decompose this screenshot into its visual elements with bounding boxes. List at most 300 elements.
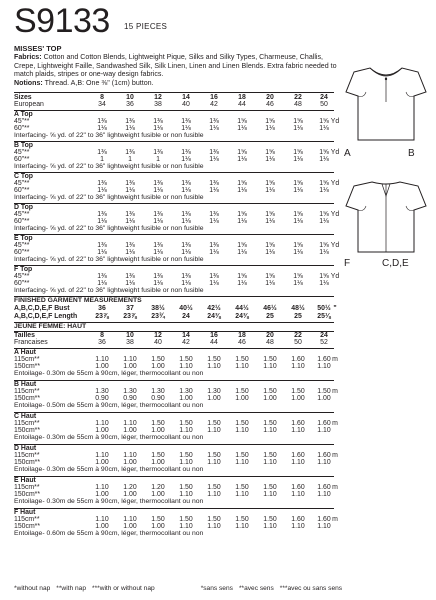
table-cell: 1.10 <box>235 523 249 530</box>
length-label: A,B,C,D,E,F Length <box>14 313 78 320</box>
table-cell: 1⅛ <box>125 249 135 256</box>
view-label-b: B <box>408 148 415 159</box>
table-cell: 1⅝ <box>265 118 275 125</box>
view-label-cde: C,D,E <box>382 258 409 269</box>
table-cell: 1⅜ <box>153 149 163 156</box>
fabric-width: 60"** <box>14 280 30 287</box>
table-cell: 42 <box>182 339 190 346</box>
table-cell: 1.00 <box>151 523 165 530</box>
table-cell: 1.50 <box>263 356 277 363</box>
table-cell: 18 <box>238 94 246 101</box>
table-cell: 44 <box>210 339 218 346</box>
table-cell: 1.50 <box>179 356 193 363</box>
table-cell: 1⅝ <box>265 211 275 218</box>
table-cell: 1.00 <box>123 523 137 530</box>
footnote-fr: *sans sens <box>200 585 233 592</box>
table-cell: 1⅛ <box>319 218 329 225</box>
table-cell: 42½ <box>207 305 221 312</box>
table-cell: 1.60 <box>291 516 305 523</box>
table-cell: 1⅛ <box>319 187 329 194</box>
table-cell: 34 <box>98 101 106 108</box>
table-cell: 1⅜ <box>153 180 163 187</box>
unit-label: m <box>332 356 338 363</box>
table-cell: 1⅛ <box>319 125 329 132</box>
table-cell: 1.50 <box>179 516 193 523</box>
table-cell: 1.10 <box>317 427 331 434</box>
table-cell: 1.10 <box>123 356 137 363</box>
fabric-width: 150cm** <box>14 491 41 498</box>
table-cell: 1⅛ <box>209 125 219 132</box>
entoilage-note: Entoilage- 0.50m de 55cm à 90cm, léger, thermocollant ou non <box>14 402 204 409</box>
view-name: F Top <box>14 266 33 273</box>
view-name: C Haut <box>14 413 37 420</box>
table-cell: 1.10 <box>123 420 137 427</box>
table-cell: 1⅛ <box>319 156 329 163</box>
table-cell: 1.10 <box>123 516 137 523</box>
table-cell: 1.60 <box>291 356 305 363</box>
table-cell: 1.10 <box>291 363 305 370</box>
table-cell: 1.60 <box>317 356 331 363</box>
table-cell: 1.00 <box>95 363 109 370</box>
entoilage-note: Entoilage- 0.30m de 55cm à 90cm, léger, thermocollant ou non <box>14 434 204 441</box>
table-cell: 1.10 <box>263 459 277 466</box>
fabric-width: 115cm** <box>14 356 40 363</box>
fabric-width: 150cm** <box>14 459 41 466</box>
table-cell: 1⅛ <box>153 125 163 132</box>
table-cell: 1⅛ <box>293 218 303 225</box>
table-cell: 24⅜ <box>207 313 221 320</box>
table-cell: 1⅛ <box>265 156 275 163</box>
view-name: D Haut <box>14 445 37 452</box>
unit-label: m <box>332 452 338 459</box>
fabric-width: 45"** <box>14 211 30 218</box>
piece-count: 15 PIECES <box>124 22 168 31</box>
table-cell: 1⅜ <box>153 242 163 249</box>
table-cell: 1.10 <box>317 459 331 466</box>
table-cell: 1⅛ <box>319 249 329 256</box>
footnote-en: ***with or without nap <box>92 585 155 592</box>
table-cell: 1⅝ <box>265 242 275 249</box>
fabric-width: 60"** <box>14 249 30 256</box>
table-cell: 1.50 <box>207 420 221 427</box>
table-cell: 36 <box>126 101 134 108</box>
table-cell: 1.00 <box>207 395 221 402</box>
fabrics-label: Fabrics: <box>14 53 42 61</box>
fabric-width: 115cm** <box>14 420 40 427</box>
table-cell: 1.60 <box>291 484 305 491</box>
table-cell: 40 <box>154 339 162 346</box>
table-cell: 22 <box>294 94 302 101</box>
footnote-fr: ***avec ou sans sens <box>279 585 343 592</box>
front-view-sketch <box>344 62 428 150</box>
table-cell: 1⅝ <box>293 242 303 249</box>
table-cell: 1⅛ <box>125 125 135 132</box>
table-cell: 0.90 <box>151 395 165 402</box>
table-cell: 1⅝ <box>237 118 247 125</box>
table-cell: 44½ <box>235 305 249 312</box>
table-cell: 14 <box>182 332 190 339</box>
table-cell: 1⅜ <box>153 211 163 218</box>
table-cell: 38 <box>154 101 162 108</box>
table-cell: 1⅛ <box>97 187 107 194</box>
fabric-width: 115cm** <box>14 388 40 395</box>
table-cell: 50 <box>294 339 302 346</box>
table-cell: 1.10 <box>95 484 109 491</box>
table-cell: 36 <box>98 305 106 312</box>
tailles-label: Tailles <box>14 332 35 339</box>
table-cell: 1⅛ <box>125 280 135 287</box>
table-cell: 1.50 <box>317 388 331 395</box>
table-cell: 1.00 <box>151 427 165 434</box>
fabric-width: 45"** <box>14 242 30 249</box>
table-cell: 48 <box>294 101 302 108</box>
table-cell: 1⅛ <box>209 249 219 256</box>
table-cell: 1.20 <box>151 484 165 491</box>
unit-label: Yd <box>330 273 340 280</box>
table-cell: 50 <box>320 101 328 108</box>
table-cell: 1⅝ <box>293 118 303 125</box>
table-cell: 1⅝ <box>265 149 275 156</box>
table-cell: 23¾ <box>151 313 165 320</box>
table-row <box>14 339 336 347</box>
table-cell: 24 <box>320 332 328 339</box>
table-cell: 1.30 <box>95 388 109 395</box>
unit-label: m <box>332 516 338 523</box>
fabric-width: 60"** <box>14 187 30 194</box>
table-cell: 46 <box>238 339 246 346</box>
table-cell: 1.10 <box>235 459 249 466</box>
table-cell: 25⅛ <box>317 313 331 320</box>
table-cell: 38 <box>126 339 134 346</box>
fabric-width: 45"** <box>14 180 30 187</box>
view-name: E Top <box>14 235 33 242</box>
table-cell: 1.10 <box>95 356 109 363</box>
table-cell: 1.10 <box>291 523 305 530</box>
table-cell: 1.10 <box>95 452 109 459</box>
table-cell: 1.30 <box>151 388 165 395</box>
table-cell: 12 <box>154 94 162 101</box>
interfacing-note: Interfacing- ⅝ yd. of 22" to 36" lightweight fusible or non fusible <box>14 132 204 139</box>
table-cell: 1 <box>100 156 104 163</box>
table-cell: 24⅜ <box>235 313 249 320</box>
table-cell: 1.50 <box>151 452 165 459</box>
table-cell: 1⅝ <box>319 180 329 187</box>
table-cell: 1⅛ <box>181 125 191 132</box>
table-cell: 1⅝ <box>237 211 247 218</box>
table-cell: 1⅝ <box>237 273 247 280</box>
fabric-width: 45"** <box>14 273 30 280</box>
table-cell: 23⅞ <box>95 313 109 320</box>
table-cell: 1⅜ <box>125 273 135 280</box>
table-cell: 1.00 <box>151 363 165 370</box>
unit-label: Yd <box>330 149 340 156</box>
table-cell: 1⅛ <box>153 187 163 194</box>
table-cell: 20 <box>266 332 274 339</box>
table-cell: 1⅜ <box>97 180 107 187</box>
table-cell: 37 <box>126 305 134 312</box>
table-cell: 1⅛ <box>209 218 219 225</box>
fabric-width: 45"** <box>14 149 30 156</box>
table-cell: 1⅛ <box>97 125 107 132</box>
table-cell: 1.10 <box>291 427 305 434</box>
table-cell: 1⅜ <box>209 273 219 280</box>
table-cell: 1⅝ <box>319 242 329 249</box>
table-cell: 1⅛ <box>153 249 163 256</box>
finished-measurements-title: FINISHED GARMENT MEASUREMENTS <box>14 297 142 304</box>
table-cell: 1.50 <box>207 356 221 363</box>
table-cell: 1⅛ <box>209 156 219 163</box>
table-cell: 1.60 <box>317 484 331 491</box>
table-cell: 1.50 <box>235 388 249 395</box>
table-cell: 1.50 <box>151 356 165 363</box>
table-cell: 1.10 <box>123 452 137 459</box>
table-cell: 24 <box>320 94 328 101</box>
table-cell: 1.50 <box>207 516 221 523</box>
table-cell: 1⅛ <box>237 125 247 132</box>
table-cell: 1.00 <box>95 459 109 466</box>
pattern-title: MISSES' TOP <box>14 44 62 53</box>
table-cell: 1⅝ <box>319 211 329 218</box>
table-cell: 1⅛ <box>209 280 219 287</box>
table-cell: 1.10 <box>291 491 305 498</box>
table-cell: 1⅛ <box>181 187 191 194</box>
table-cell: 1.10 <box>95 516 109 523</box>
table-cell: 16 <box>210 94 218 101</box>
table-cell: 1.10 <box>317 491 331 498</box>
table-cell: 1⅝ <box>293 180 303 187</box>
table-cell: 1.10 <box>207 427 221 434</box>
table-cell: 1⅜ <box>125 149 135 156</box>
table-cell: 22 <box>294 332 302 339</box>
view-name: C Top <box>14 173 34 180</box>
table-cell: 1⅝ <box>319 118 329 125</box>
table-cell: 1⅜ <box>125 118 135 125</box>
table-cell: 1⅛ <box>237 187 247 194</box>
back-view-sketch <box>344 176 428 260</box>
table-cell: 1⅜ <box>125 180 135 187</box>
table-cell: 14 <box>182 94 190 101</box>
table-row <box>14 305 336 313</box>
table-cell: 1⅝ <box>293 211 303 218</box>
entoilage-note: Entoilage- 0.30m de 55cm à 90cm, léger, thermocollant ou non <box>14 498 204 505</box>
fabric-width: 45"** <box>14 118 30 125</box>
notions-paragraph <box>14 79 344 88</box>
table-cell: 1⅛ <box>97 280 107 287</box>
table-cell: 1⅛ <box>97 249 107 256</box>
table-cell: 50½ <box>317 305 331 312</box>
unit-label: m <box>332 420 338 427</box>
table-cell: 1⅛ <box>181 156 191 163</box>
table-cell: 1.10 <box>207 523 221 530</box>
table-cell: 1.10 <box>263 491 277 498</box>
table-cell: 1⅝ <box>319 149 329 156</box>
table-cell: 1⅛ <box>265 249 275 256</box>
table-cell: 8 <box>100 332 104 339</box>
table-cell: 1.10 <box>263 363 277 370</box>
table-cell: 1⅜ <box>181 118 191 125</box>
table-cell: 1.10 <box>179 459 193 466</box>
table-cell: 1.10 <box>95 420 109 427</box>
view-name: E Haut <box>14 477 36 484</box>
unit-label: Yd <box>330 211 340 218</box>
table-cell: 1.10 <box>207 491 221 498</box>
table-cell: 1⅛ <box>181 218 191 225</box>
table-cell: 1.50 <box>151 516 165 523</box>
table-cell: 1⅛ <box>237 280 247 287</box>
table-cell: 1⅜ <box>97 273 107 280</box>
table-cell: 1.60 <box>317 452 331 459</box>
bust-label: A,B,C,D,E,F Bust <box>14 305 70 312</box>
table-cell: 1 <box>128 156 132 163</box>
table-cell: 24 <box>182 313 190 320</box>
table-row <box>14 101 336 109</box>
table-cell: 1.10 <box>263 523 277 530</box>
table-cell: 1.00 <box>95 523 109 530</box>
table-cell: 16 <box>210 332 218 339</box>
table-cell: 1.50 <box>235 356 249 363</box>
table-cell: 40½ <box>179 305 193 312</box>
table-cell: 1⅜ <box>181 180 191 187</box>
footnotes <box>14 585 348 592</box>
table-cell: 1⅜ <box>125 211 135 218</box>
table-cell: 1⅜ <box>125 242 135 249</box>
table-cell: 1⅝ <box>293 273 303 280</box>
table-cell: 1.50 <box>179 420 193 427</box>
table-cell: 1.50 <box>263 452 277 459</box>
interfacing-note: Interfacing- ⅝ yd. of 22" to 36" lightweight fusible or non fusible <box>14 163 204 170</box>
fabric-width: 150cm** <box>14 427 41 434</box>
table-cell: 1.30 <box>207 388 221 395</box>
table-cell: 1.10 <box>263 427 277 434</box>
table-cell: 1.50 <box>207 484 221 491</box>
table-cell: 52 <box>320 339 328 346</box>
interfacing-note: Interfacing- ⅝ yd. of 22" to 36" lightweight fusible or non fusible <box>14 256 204 263</box>
footnote-fr: **avec sens <box>238 585 274 592</box>
table-cell: 1⅛ <box>265 187 275 194</box>
table-cell: 1.00 <box>123 491 137 498</box>
table-cell: 1.00 <box>95 427 109 434</box>
table-cell: 1⅜ <box>209 118 219 125</box>
table-cell: 1.10 <box>291 459 305 466</box>
table-cell: 1 <box>156 156 160 163</box>
fabric-width: 150cm** <box>14 395 41 402</box>
table-cell: 1⅛ <box>237 156 247 163</box>
table-cell: 25 <box>294 313 302 320</box>
entoilage-note: Entoilage- 0.60m de 55cm à 90cm, léger, thermocollant ou non <box>14 530 204 537</box>
table-cell: 1.30 <box>179 388 193 395</box>
table-cell: 1⅛ <box>293 249 303 256</box>
view-name: D Top <box>14 204 34 211</box>
table-cell: 40 <box>182 101 190 108</box>
table-cell: 1.00 <box>317 395 331 402</box>
table-cell: 1.00 <box>151 491 165 498</box>
table-cell: 1.60 <box>317 420 331 427</box>
table-cell: 36 <box>98 339 106 346</box>
table-cell: 1.50 <box>235 452 249 459</box>
table-cell: 1⅛ <box>265 280 275 287</box>
table-cell: 1.10 <box>179 523 193 530</box>
table-cell: 1.00 <box>123 459 137 466</box>
table-cell: 1⅝ <box>293 149 303 156</box>
footnote-en: **with nap <box>56 585 86 592</box>
table-cell: 1.00 <box>95 491 109 498</box>
table-cell: 1⅜ <box>209 180 219 187</box>
table-cell: 1.60 <box>291 452 305 459</box>
fabric-width: 150cm** <box>14 363 41 370</box>
view-label-f: F <box>344 258 351 269</box>
view-name: B Haut <box>14 381 37 388</box>
divider <box>14 92 334 93</box>
notions-label: Notions: <box>14 79 43 87</box>
table-cell: 1⅛ <box>181 280 191 287</box>
table-cell: 1.50 <box>263 388 277 395</box>
table-cell: 1.50 <box>263 484 277 491</box>
table-cell: 1⅛ <box>125 218 135 225</box>
table-cell: 10 <box>126 332 134 339</box>
table-cell: 1⅜ <box>181 149 191 156</box>
table-cell: 20 <box>266 94 274 101</box>
table-cell: 1⅛ <box>181 249 191 256</box>
table-cell: 1⅛ <box>293 187 303 194</box>
table-cell: 48½ <box>291 305 305 312</box>
table-cell: 44 <box>238 101 246 108</box>
table-cell: 1.50 <box>263 420 277 427</box>
table-cell: 1⅛ <box>265 125 275 132</box>
fabrics-text: Cotton and Cotton Blends, Lightweight Pique, Silks and Silky Types, Charmeuse, Challis, Crepe, Lightweight Faille, Sandwashed Silk, Silk Linen, Linen and Linen Blends. Extra fabric needed to match plaids, stripes or one-way design fabrics. <box>14 53 337 78</box>
table-cell: 1.10 <box>235 491 249 498</box>
fabric-width: 115cm** <box>14 516 40 523</box>
table-cell: 1.50 <box>151 420 165 427</box>
table-cell: 1⅝ <box>265 273 275 280</box>
fabric-width: 115cm** <box>14 452 40 459</box>
table-cell: 1⅜ <box>209 242 219 249</box>
table-cell: 10 <box>126 94 134 101</box>
entoilage-note: Entoilage- 0.30m de 55cm à 90cm, léger, thermocollant ou non <box>14 370 204 377</box>
table-cell: 1.00 <box>291 395 305 402</box>
table-cell: 8 <box>100 94 104 101</box>
table-cell: 18 <box>238 332 246 339</box>
table-cell: 1.50 <box>179 484 193 491</box>
table-cell: 1.00 <box>151 459 165 466</box>
table-cell: 1⅜ <box>209 149 219 156</box>
fabric-width: 60"** <box>14 125 30 132</box>
table-cell: 1⅜ <box>97 149 107 156</box>
table-cell: 1⅝ <box>319 273 329 280</box>
table-cell: 1⅛ <box>237 249 247 256</box>
table-cell: 38½ <box>151 305 165 312</box>
table-cell: 1⅝ <box>237 180 247 187</box>
table-cell: 1.50 <box>291 388 305 395</box>
french-title: JEUNE FEMME: HAUT <box>14 323 87 330</box>
table-cell: 42 <box>210 101 218 108</box>
unit-label: Yd <box>330 180 340 187</box>
table-cell: 1.50 <box>235 484 249 491</box>
table-cell: 1.20 <box>123 484 137 491</box>
table-cell: 1.60 <box>291 420 305 427</box>
notions-text: Thread. A,B: One ⅜" (1cm) button. <box>44 79 154 87</box>
table-cell: 1⅛ <box>237 218 247 225</box>
table-cell: 1⅜ <box>181 242 191 249</box>
table-cell: 1⅛ <box>265 218 275 225</box>
table-cell: 1.10 <box>207 459 221 466</box>
table-cell: 25 <box>266 313 274 320</box>
view-name: F Haut <box>14 509 36 516</box>
pattern-number: S9133 <box>14 2 110 40</box>
table-cell: 1.10 <box>207 363 221 370</box>
table-cell: 1.10 <box>179 491 193 498</box>
table-cell: 1.00 <box>123 427 137 434</box>
table-cell: 1⅛ <box>293 125 303 132</box>
